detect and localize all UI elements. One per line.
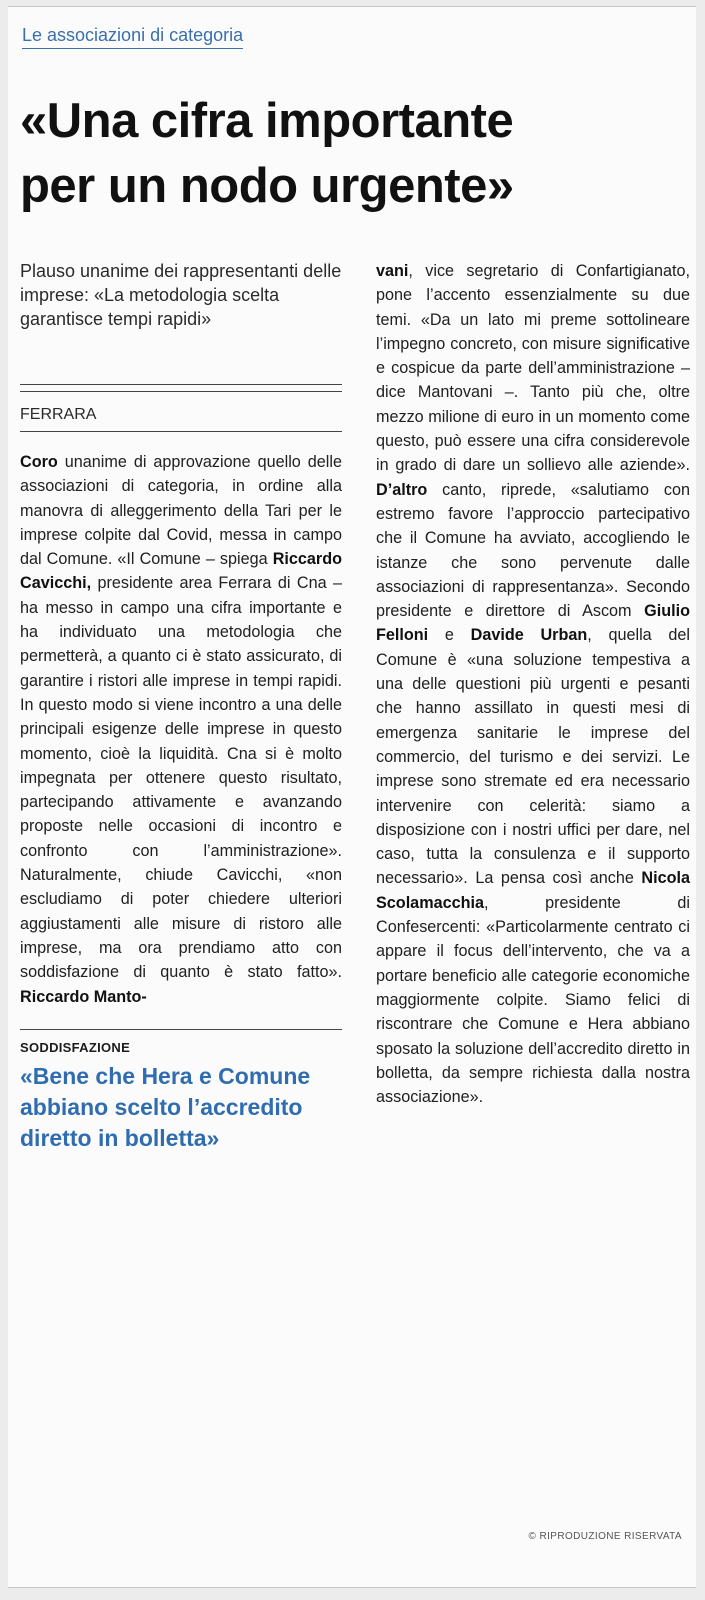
bold-name-run: D’altro	[376, 480, 428, 499]
text-run: , presidente di Confesercenti: «Particolarmente centrato ci appare il focus dell’intervento, che va a portare beneficio alle categorie economiche maggiormente colpite. Siamo felici di riscontrare che Comune e Hera abbiano sposato la soluzione dell’accredito diretto in bolletta, da sempre richiesta dalla nostra associazione».	[376, 893, 690, 1107]
text-run: , vice segretario di Confartigianato, pone l’accento essenzialmente su due temi. «Da un lato mi preme sottolineare l’impegno concreto, con misure significative e cospicue da parte dell’amministrazione – dice Mantovani –. Tanto più che, oltre mezzo milione di euro in un momento come questo, può essere una cifra considerevole in grado di dare un sollievo alle aziende».	[376, 262, 690, 475]
quote-box	[20, 1029, 342, 1154]
headline-line-1: «Una cifra importante	[20, 94, 514, 148]
dateline: FERRARA	[20, 392, 342, 432]
text-run: presidente area Ferrara di Cna – ha messo in campo una cifra importante e ha individuato una metodologia che permetterà, a quanto ci è stato assicurato, di garantire i ristori alle imprese in tempi rapidi. In questo modo si viene incontro a una delle principali esigenze delle imprese in questo momento, cioè la liquidità. Cna si è molto impegnata per ottenere questo risultato, partecipando attivamente e avanzando proposte nelle occasioni di incontro e confronto con l’amministrazione». Naturalmente, chiude Cavicchi, «non escludiamo di poter chiedere ulteriori aggiustamenti alle misure di ristoro alle imprese, ma ora prendiamo atto con soddisfazione di quanto è stato fatto».	[20, 574, 342, 982]
body-text-column-2	[376, 259, 690, 1109]
quote-box-label: SODDISFAZIONE	[20, 1039, 131, 1055]
text-run: unanime di approvazione quello delle associazioni di categoria, in ordine alla manovra di alleggerimento della Tari per le imprese colpite dal Covid, messa in campo dal Comune. «Il Comune – spiega	[20, 453, 342, 569]
quote-box-text: «Bene che Hera e Comune abbiano scelto l’accredito diretto in bolletta»	[20, 1062, 311, 1151]
subheadline: Plauso unanime dei rappresentanti delle imprese: «La metodologia scelta garantisce tempi rapidi»	[20, 259, 342, 385]
article-page	[8, 6, 696, 1588]
left-column	[20, 259, 342, 1154]
section-kicker: Le associazioni di categoria	[22, 25, 243, 49]
right-column	[376, 259, 690, 1109]
body-text-column-1	[20, 450, 342, 1009]
text-run: e	[428, 626, 471, 645]
bold-name-run: Coro	[20, 453, 58, 471]
bold-name-run: Riccardo Manto-	[20, 987, 147, 1006]
bold-name-run: Davide Urban	[470, 626, 588, 645]
bold-name-run: Nicola Scolamacchia	[376, 869, 690, 912]
copyright-notice: © RIPRODUZIONE RISERVATA	[528, 1531, 682, 1542]
divider	[20, 385, 342, 392]
text-run: , quella del Comune è «una soluzione tempestiva a una delle questioni più urgenti e pesanti che hanno assillato in questi mesi di emergenza sanitarie le imprese del commercio, del turismo e dei servizi. Le imprese sono stremate ed era necessario intervenire con celerità: siamo a disposizione con i nostri uffici per dare, nel caso, tutta la consulenza e il supporto necessario». La pensa così anche	[376, 626, 690, 888]
headline	[20, 89, 690, 219]
bold-name-run: Giulio Felloni	[376, 602, 690, 645]
bold-name-run: Riccardo Cavicchi,	[20, 550, 342, 593]
text-run: canto, riprede, «salutiamo con estremo favore l’approccio partecipativo che il Comune ha avviato, accogliendo le istanze che sono pervenute dalle associazioni di rappresentanza». Secondo presidente e direttore di Ascom	[376, 480, 690, 621]
headline-line-2: per un nodo urgente»	[20, 159, 514, 213]
bold-name-run: vani	[376, 262, 409, 280]
